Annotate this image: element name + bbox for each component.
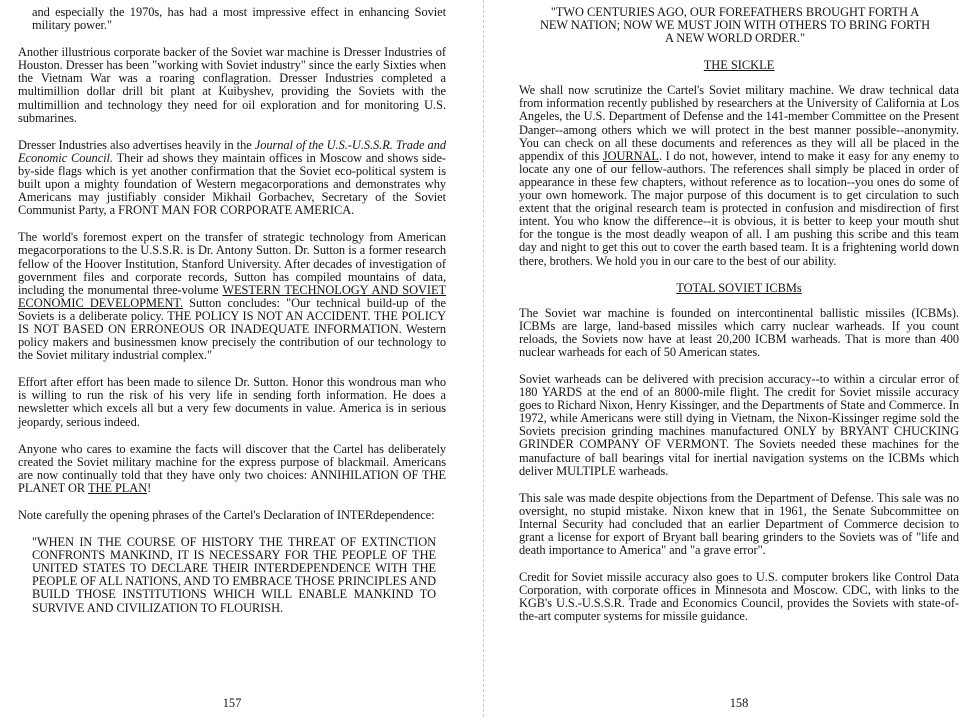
paragraph: This sale was made despite objections from the Department of Defense. This sale was no oversight, no stupid mistake. Nixon knew that in 1961, the Senate Subcommittee on Internal Security had concluded that an earlier Department of Commerce decision to grant a license for export of Bryant ball bearing grinders to the Soviets was of "life and death importance to America" and "a grave error".: [519, 490, 959, 558]
text-run: . I do not, however, intend to make it easy for any enemy to locate any one of our fellow-authors. The references shall simply be placed in order of appearance in these few chapters, without reference as to location--you ones do some of your own homework. The major purpose of this document is to get circulation to such extent that the original research team is protected in confusion and misdirection of first intent. You who know the difference--it is obvious, it is better to keep your mouth shut for the tongue is the most deadly weapon of all. I am pushing this scribe and this team day and night to get this out to cover the earth based team. It is a frightening world down there, brothers. We hold you in our care to the best of our ability.: [519, 148, 959, 268]
text-run: We shall now scrutinize the Cartel's Soviet military machine. We draw technical data from information recently published by researchers at the University of California at Los Angeles, the U.S. Department of Defense and the 141-member Committee on the Present Danger--among others which we will protect in the best manner possible--anonymity. You can check on all these documents and references as they will all be placed in the appendix of this: [519, 83, 959, 163]
text-run: Their ad shows they maintain offices in Moscow and shows side-by-side flags which is yet another confirmation that the Soviet eco-political system is built upon a mighty foundation of Western megacorporations and demonstrates why Americans may justifiably consider Mikhail Gorbachev, Secretary of the Soviet Communist Party, a FRONT MAN FOR CORPORATE AMERICA.: [18, 150, 446, 218]
journal-underlined: JOURNAL: [602, 148, 659, 163]
book-title: WESTERN TECHNOLOGY AND SOVIET ECONOMIC DEVELOPMENT.: [18, 282, 446, 310]
text-run: Dresser Industries also advertises heavily in the: [18, 137, 255, 152]
paragraph: and especially the 1970s, has had a most impressive effect in enhancing Soviet military power.": [32, 5, 446, 33]
text-run: !: [147, 480, 152, 495]
right-page-text: [519, 6, 959, 638]
block-quote: "TWO CENTURIES AGO, OUR FOREFATHERS BROUGHT FORTH A NEW NATION; NOW WE MUST JOIN WITH OTHERS TO BRING FORTH A NEW WORLD ORDER.": [539, 5, 931, 46]
paragraph: [519, 84, 959, 267]
section-heading: THE SICKLE: [703, 58, 775, 73]
paragraph: [18, 231, 446, 362]
paragraph: Credit for Soviet missile accuracy also goes to U.S. computer brokers like Control Data Corporation, with corporate offices in Minnesota and Moscow. CDC, with links to the KGB's U.S.-U.S.S.R. Trade and Economics Council, provides the Soviets with state-of-the-art computer systems for missile guidance.: [519, 570, 959, 624]
left-page: [18, 0, 446, 717]
page-gutter: [483, 0, 484, 717]
paragraph: Note carefully the opening phrases of the Cartel's Declaration of INTERdependence:: [18, 508, 435, 522]
paragraph: [18, 139, 446, 218]
paragraph: The Soviet war machine is founded on intercontinental ballistic missiles (ICBMs). ICBMs are large, land-based missiles which carry nuclear warheads. If you count reloads, the Soviets now have at least 20,200 ICBM warheads. That is more than 400 nuclear warheads for each of 50 American states.: [519, 305, 959, 359]
paragraph: Effort after effort has been made to silence Dr. Sutton. Honor this wondrous man who is willing to run the risk of his very life in sending forth information. He does a newsletter which excels all but a very few documents in value. America is in serious jeopardy, serious indeed.: [18, 375, 446, 429]
text-run: The world's foremost expert on the transfer of strategic technology from American megacorporations to the U.S.S.R. is Dr. Antony Sutton. Dr. Sutton is a former research fellow of the Hoover Institution, Stanford University. After decades of investigation of government files and corporate records, Sutton has compiled mountains of data, including the monumental three-volume: [18, 230, 446, 297]
text-run: Sutton concludes: "Our technical build-up of the Soviets is a deliberate policy. THE POLICY IS NOT AN ACCIDENT. THE POLICY IS NOT BASED ON ERRONEOUS OR INADEQUATE INFORMATION. Western policy makers and businessmen know precisely the contribution of our technology to the Soviet military industrial complex.": [18, 295, 447, 363]
left-page-text: [18, 6, 446, 615]
text-run: Anyone who cares to examine the facts will discover that the Cartel has deliberately created the Soviet military machine for the express purpose of blackmail. Americans are now continually told that they have only two choices: ANNIHILATION OF THE PLANET OR: [18, 441, 446, 495]
page-number: 158: [729, 696, 749, 710]
right-page: [519, 0, 959, 717]
the-plan-underlined: THE PLAN: [87, 480, 148, 495]
paragraph: Another illustrious corporate backer of the Soviet war machine is Dresser Industries of Houston. Dresser has been "working with Soviet industry" since the early Sixties when the Vietnam War was a roaring conflagration. Dresser Industries completed a multimillion dollar drill bit plant at Kuibyshev, providing the Soviets with the multimillion and technology they need for oil exploration and for monitoring U.S. submarines.: [18, 45, 446, 125]
paragraph: Soviet warheads can be delivered with precision accuracy--to within a circular error of 180 YARDS at the end of an 8000-mile flight. The credit for Soviet missile accuracy goes to Richard Nixon, Henry Kissinger, and the Departments of State and Commerce. In 1972, while Americans were still dying in Vietnam, the Nixon-Kissinger regime sold the Soviets precision grinding machines manufactured ONLY by BRYANT CHUCKING GRINDER COMPANY OF VERMONT. The Soviets needed these machines for the manufacture of ball bearings vital for inertial navigation systems on the ICBMs which deliver MULTIPLE warheads.: [519, 371, 959, 478]
journal-title: Journal of the U.S.-U.S.S.R. Trade and Economic Council.: [18, 137, 446, 165]
section-heading: TOTAL SOVIET ICBMs: [676, 280, 802, 295]
block-quote: "WHEN IN THE COURSE OF HISTORY THE THREAT OF EXTINCTION CONFRONTS MANKIND, IT IS NECESSARY FOR THE PEOPLE OF THE UNITED STATES TO DECLARE THEIR INTERDEPENDENCE WITH THE PEOPLE OF ALL NATIONS, AND TO EMBRACE THOSE PRINCIPLES AND BUILD THOSE INSTITUTIONS WHICH WILL ENABLE MANKIND TO SURVIVE AND CIVILIZATION TO FLOURISH.: [32, 535, 436, 615]
paragraph: [18, 443, 446, 495]
page-number: 157: [222, 696, 242, 710]
